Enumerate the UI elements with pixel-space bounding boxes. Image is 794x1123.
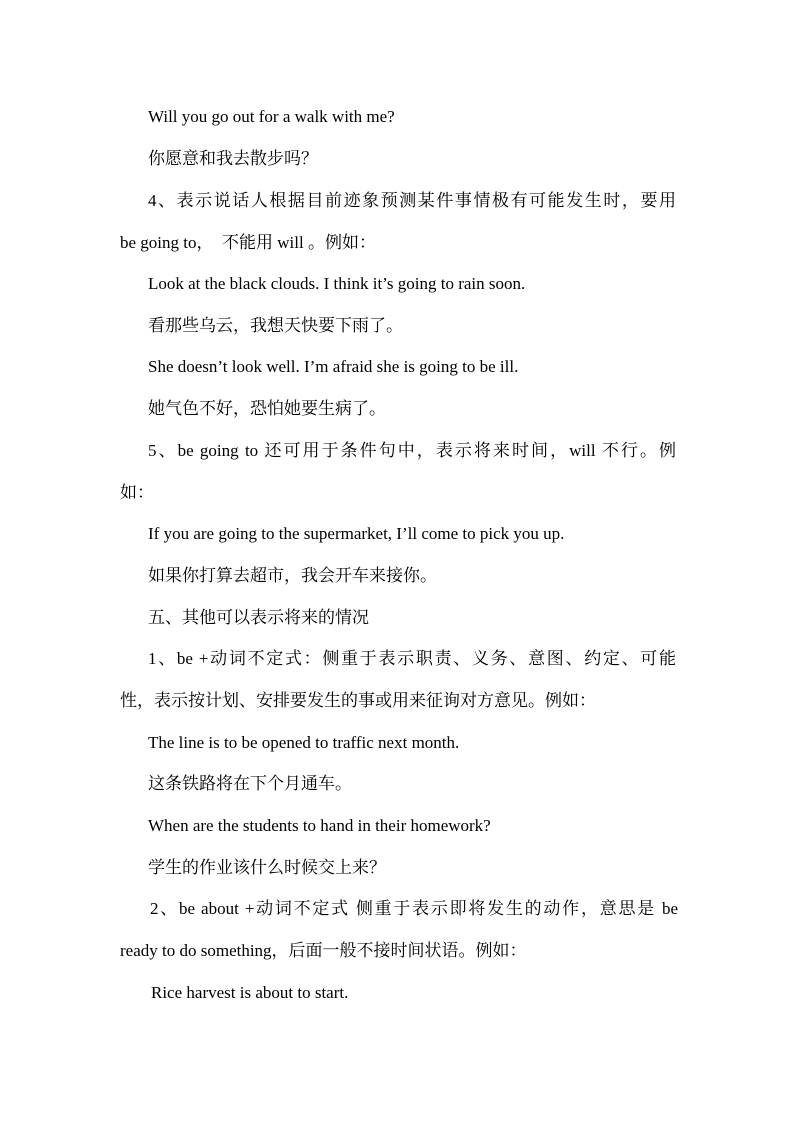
rule-1-line-1: 1、be +动词不定式：侧重于表示职责、义务、意图、约定、可能 — [148, 649, 676, 668]
translation-line: 她气色不好，恐怕她要生病了。 — [148, 399, 386, 418]
example-sentence: When are the students to hand in their homework? — [148, 816, 491, 835]
example-sentence: She doesn’t look well. I’m afraid she is going to be ill. — [148, 357, 519, 376]
translation-line: 看那些乌云，我想天快要下雨了。 — [148, 316, 403, 335]
example-sentence: If you are going to the supermarket, I’ll come to pick you up. — [148, 524, 565, 543]
rule-5-line-1: 5、be going to 还可用于条件句中，表示将来时间，will 不行。例 — [148, 441, 676, 460]
example-sentence: Look at the black clouds. I think it’s going to rain soon. — [148, 274, 526, 293]
rule-5-line-2: 如： — [120, 483, 154, 502]
example-sentence: Rice harvest is about to start. — [151, 983, 349, 1002]
translation-line: 你愿意和我去散步吗？ — [148, 149, 318, 168]
translation-line: 这条铁路将在下个月通车。 — [148, 774, 352, 793]
section-heading: 五、其他可以表示将来的情况 — [148, 608, 369, 627]
rule-1-line-2: 性，表示按计划、安排要发生的事或用来征询对方意见。例如： — [120, 691, 596, 710]
translation-line: 如果你打算去超市，我会开车来接你。 — [148, 566, 437, 585]
translation-line: 学生的作业该什么时候交上来？ — [148, 858, 386, 877]
example-sentence: Will you go out for a walk with me? — [148, 107, 395, 126]
rule-4-line-1: 4、表示说话人根据目前迹象预测某件事情极有可能发生时，要用 — [148, 191, 676, 210]
rule-2-line-1: 2、be about +动词不定式 侧重于表示即将发生的动作，意思是 be — [150, 899, 678, 918]
example-sentence: The line is to be opened to traffic next month. — [148, 733, 460, 752]
rule-4-line-2: be going to， 不能用 will 。例如： — [120, 233, 376, 252]
rule-2-line-2: ready to do something，后面一般不接时间状语。例如： — [120, 941, 527, 960]
